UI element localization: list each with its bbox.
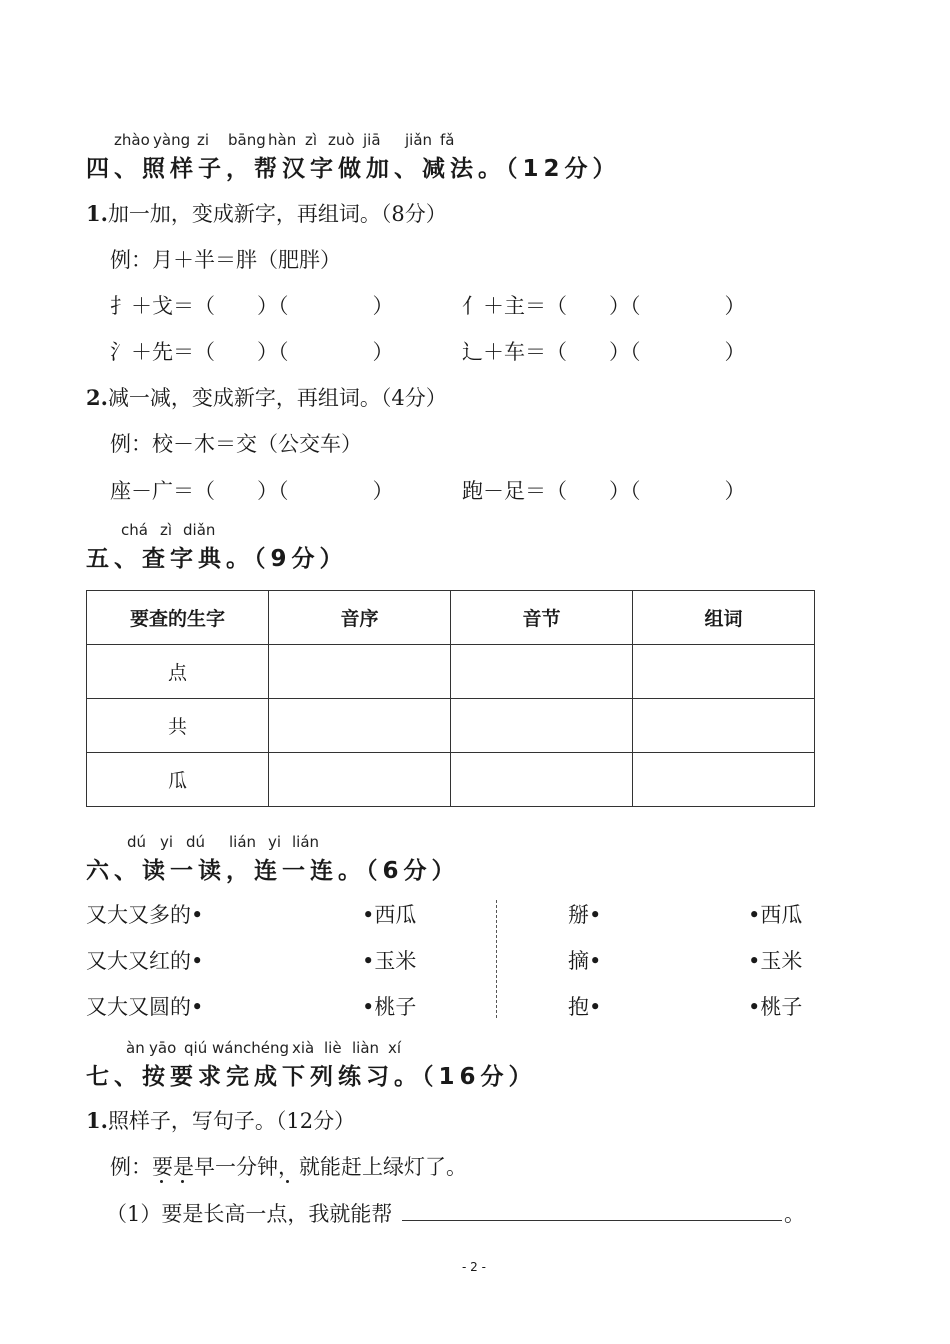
pinyin: xí (388, 1039, 402, 1057)
table-cell-char: 共 (87, 699, 269, 753)
section-heading: 七、按要求完成下列练习。（16分） (86, 1064, 537, 1090)
fill-item[interactable]: 座－广＝（ ）（ ） (110, 479, 394, 503)
question-text: 加一加，变成新字，再组词。（8分） (107, 202, 447, 226)
pinyin: liàn (352, 1039, 380, 1057)
question-number: 1. (86, 201, 108, 226)
match-right-item[interactable]: •玉米 (362, 949, 417, 973)
match-right-item[interactable]: •西瓜 (362, 903, 417, 927)
fill-item[interactable]: 氵＋先＝（ ）（ ） (110, 340, 394, 364)
answer-cell[interactable] (633, 753, 815, 807)
answer-blank-line[interactable] (402, 1220, 782, 1221)
match-left-item[interactable]: 摘• (568, 949, 602, 973)
match-left-item[interactable]: 抱• (568, 995, 602, 1019)
pinyin: jiǎn (405, 131, 433, 149)
example: 例：要是早一分钟，就能赶上绿灯了。 (110, 1155, 467, 1179)
example: 例：校－木＝交（公交车） (110, 432, 362, 456)
pinyin: bāng (228, 131, 266, 149)
example: 例：月＋半＝胖（肥胖） (110, 248, 341, 272)
answer-cell[interactable] (633, 645, 815, 699)
pinyin: zì (160, 521, 173, 539)
match-left-item[interactable]: 掰• (568, 903, 602, 927)
column-header: 要查的生字 (87, 591, 269, 645)
fill-sentence: （1）要是长高一点，我就能帮 (106, 1202, 393, 1226)
dictionary-table (86, 590, 815, 807)
pinyin: zi (197, 131, 210, 149)
pinyin: lián (292, 833, 320, 851)
pinyin: yàng (153, 131, 191, 149)
pinyin: fǎ (440, 131, 455, 149)
fill-item[interactable]: 亻＋主＝（ ）（ ） (462, 294, 746, 318)
pinyin: jiā (363, 131, 381, 149)
pinyin: hàn (268, 131, 297, 149)
answer-cell[interactable] (451, 699, 633, 753)
answer-cell[interactable] (451, 753, 633, 807)
match-right-item[interactable]: •桃子 (362, 995, 417, 1019)
section-heading: 六、读一读，连一连。（6分） (86, 858, 460, 884)
question-1 (86, 1105, 355, 1135)
section-heading: 五、查字典。（9分） (86, 546, 348, 572)
column-header: 音序 (269, 591, 451, 645)
question-number: 1. (86, 1108, 108, 1133)
pinyin: yi (268, 833, 282, 851)
question-text: 减一减，变成新字，再组词。（4分） (107, 386, 447, 410)
answer-cell[interactable] (633, 699, 815, 753)
question-1 (86, 198, 447, 228)
pinyin: dú (186, 833, 206, 851)
pinyin: xià (292, 1039, 315, 1057)
answer-cell[interactable] (269, 753, 451, 807)
pinyin: yi (160, 833, 174, 851)
column-divider (496, 900, 497, 1018)
table-row (87, 753, 815, 807)
fill-item[interactable]: 辶＋车＝（ ）（ ） (462, 340, 746, 364)
pinyin: dú (127, 833, 147, 851)
pinyin: lián (229, 833, 257, 851)
question-2 (86, 382, 447, 412)
pinyin: chá (121, 521, 148, 539)
pinyin: yāo (149, 1039, 177, 1057)
pinyin: diǎn (183, 521, 216, 539)
pinyin: qiú (184, 1039, 208, 1057)
pinyin: liè (324, 1039, 342, 1057)
table-cell-char: 瓜 (87, 753, 269, 807)
emphasis-dot (160, 1180, 163, 1183)
pinyin: zhào (114, 131, 150, 149)
column-header: 组词 (633, 591, 815, 645)
table-row (87, 645, 815, 699)
section-heading: 四、照样子，帮汉字做加、减法。（12分） (86, 156, 621, 182)
match-left-item[interactable]: 又大又红的• (86, 949, 204, 973)
fill-item[interactable]: 跑－足＝（ ）（ ） (462, 479, 746, 503)
table-row (87, 699, 815, 753)
match-right-item[interactable]: •桃子 (748, 995, 803, 1019)
match-left-item[interactable]: 又大又圆的• (86, 995, 204, 1019)
page-number: - 2 - (462, 1260, 486, 1274)
pinyin: àn (126, 1039, 145, 1057)
match-right-item[interactable]: •玉米 (748, 949, 803, 973)
emphasis-dot (181, 1180, 184, 1183)
fill-item[interactable]: 扌＋戈＝（ ）（ ） (110, 294, 394, 318)
table-header-row (87, 591, 815, 645)
match-left-item[interactable]: 又大又多的• (86, 903, 204, 927)
pinyin: wánchéng (212, 1039, 289, 1057)
table-cell-char: 点 (87, 645, 269, 699)
question-number: 2. (86, 385, 108, 410)
column-header: 音节 (451, 591, 633, 645)
pinyin: zuò (328, 131, 355, 149)
answer-cell[interactable] (451, 645, 633, 699)
match-right-item[interactable]: •西瓜 (748, 903, 803, 927)
emphasis-dot (286, 1180, 289, 1183)
answer-cell[interactable] (269, 699, 451, 753)
pinyin: zì (305, 131, 318, 149)
answer-cell[interactable] (269, 645, 451, 699)
sentence-end: 。 (784, 1202, 805, 1226)
question-text: 照样子，写句子。（12分） (107, 1109, 356, 1133)
